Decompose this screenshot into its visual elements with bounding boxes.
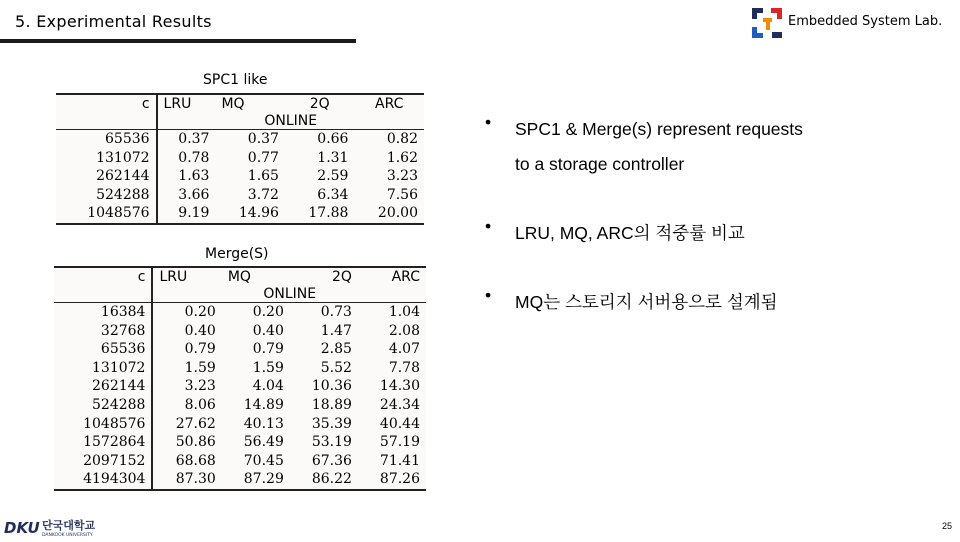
- table1-value-cell: 0.77: [247, 149, 279, 166]
- table1: [56, 93, 424, 225]
- table2-value-cell: 53.19: [311, 434, 352, 451]
- table1-value-cell: 0.37: [247, 131, 279, 147]
- table-row: [54, 340, 426, 359]
- table2-size-cell: 2097152: [54, 452, 152, 471]
- table1-value-cell: 7.56: [386, 186, 418, 203]
- table2-header-c: c: [54, 268, 152, 285]
- table2-value-cell: 1.04: [388, 304, 420, 320]
- dku-logo-icon: [2, 516, 114, 538]
- bullet-item-3: [485, 285, 778, 320]
- dankook-university-logo: [2, 516, 114, 538]
- table1-header-arc: ARC: [375, 95, 404, 112]
- table1-value-cell: 0.66: [317, 131, 349, 147]
- table2-size-cell: 16384: [54, 303, 152, 322]
- table2-value-cell: 0.20: [184, 304, 216, 320]
- table-row: [54, 396, 426, 415]
- table2-value-cell: 0.40: [252, 322, 284, 339]
- table2-subheader: ONLINE: [152, 285, 426, 303]
- table1-value-cell: 6.34: [317, 186, 349, 203]
- table1-header-mq: MQ: [221, 95, 245, 112]
- table2-value-cell: 0.20: [252, 304, 284, 320]
- table2-value-cell: 10.36: [311, 378, 352, 395]
- table1-value-cell: 20.00: [377, 205, 418, 222]
- table2-value-cell: 0.79: [252, 341, 284, 358]
- table1-header-lru: LRU: [163, 95, 192, 112]
- table2-value-cell: 86.22: [311, 471, 352, 488]
- table2-value-cell: 5.52: [320, 359, 352, 376]
- bullet-1-line-1: SPC1 & Merge(s) represent requests: [515, 119, 803, 139]
- table2-size-cell: 1048576: [54, 415, 152, 434]
- table2-value-cell: 71.41: [379, 452, 420, 469]
- table1-header-2q: 2Q: [309, 95, 330, 112]
- table1-value-cell: 3.66: [178, 186, 210, 203]
- table-row: [54, 322, 426, 341]
- bullet-dot: •: [485, 112, 492, 132]
- table2-size-cell: 262144: [54, 377, 152, 396]
- table2-size-cell: 131072: [54, 359, 152, 378]
- table-row: [54, 377, 426, 396]
- table1-subheader: ONLINE: [157, 112, 424, 130]
- table2: [54, 266, 426, 491]
- table2-size-cell: 4194304: [54, 470, 152, 489]
- table2-value-cell: 8.06: [184, 396, 216, 413]
- table2-size-cell: 524288: [54, 396, 152, 415]
- dku-mark: DKU: [4, 519, 40, 537]
- bullet-item-2: [485, 216, 745, 251]
- table-row: [56, 149, 424, 168]
- bullet-dot: •: [485, 285, 492, 305]
- table1-value-cell: 17.88: [308, 205, 349, 222]
- table1-value-cell: 3.23: [386, 168, 418, 185]
- table2-value-cell: 27.62: [175, 415, 216, 432]
- table2-value-cell: 1.59: [184, 359, 216, 376]
- table1-size-cell: 65536: [56, 130, 157, 149]
- bullet-1-line-2: to a storage controller: [515, 154, 685, 174]
- table1-size-cell: 262144: [56, 167, 157, 186]
- embedded-lab-logo-icon: [752, 8, 782, 38]
- bullet-3-text: MQ는 스토리지 서버용으로 설계됨: [515, 292, 778, 312]
- bullet-dot: •: [485, 216, 492, 236]
- table2-value-cell: 87.30: [175, 471, 216, 488]
- table1-value-cell: 1.31: [317, 149, 349, 166]
- table2-value-cell: 0.79: [184, 341, 216, 358]
- table1-size-cell: 131072: [56, 149, 157, 168]
- table1-header-c: c: [56, 95, 157, 112]
- table2-value-cell: 1.47: [320, 322, 352, 339]
- table-row: [54, 359, 426, 378]
- table2-value-cell: 7.78: [388, 359, 420, 376]
- table-row: [54, 433, 426, 452]
- table2-value-cell: 18.89: [311, 396, 352, 413]
- table2-value-cell: 67.36: [311, 452, 352, 469]
- slide-title: 5. Experimental Results: [15, 12, 212, 31]
- table2-header-mq: MQ: [227, 268, 251, 285]
- table2-value-cell: 1.59: [252, 359, 284, 376]
- table-row: [56, 186, 424, 205]
- table2-header-2q: 2Q: [331, 268, 352, 285]
- table2-value-cell: 68.68: [175, 452, 216, 469]
- table2-value-cell: 0.40: [184, 322, 216, 339]
- table2-value-cell: 87.26: [379, 471, 420, 488]
- table1-value-cell: 0.78: [178, 149, 210, 166]
- table2-value-cell: 2.85: [320, 341, 352, 358]
- table1-size-cell: 1048576: [56, 204, 157, 223]
- table1-size-cell: 524288: [56, 186, 157, 205]
- bullet-item-1: [485, 112, 803, 182]
- title-underline: [0, 39, 356, 43]
- table2-value-cell: 87.29: [243, 471, 284, 488]
- dku-english-name: DANKOOK UNIVERSITY: [42, 533, 93, 538]
- table-row: [54, 470, 426, 489]
- table-row: [54, 303, 426, 322]
- table2-size-cell: 32768: [54, 322, 152, 341]
- table2-value-cell: 4.04: [252, 378, 284, 395]
- table2-value-cell: 40.13: [243, 415, 284, 432]
- table2-value-cell: 14.89: [243, 396, 284, 413]
- table2-caption: Merge(S): [205, 246, 269, 262]
- table2-value-cell: 40.44: [379, 415, 420, 432]
- table2-value-cell: 0.73: [320, 304, 352, 320]
- table2-size-cell: 65536: [54, 340, 152, 359]
- table2-value-cell: 56.49: [243, 434, 284, 451]
- dku-korean-name: 단국대학교: [42, 519, 96, 532]
- table1-value-cell: 9.19: [178, 205, 210, 222]
- table2-value-cell: 57.19: [379, 434, 420, 451]
- table2-value-cell: 35.39: [311, 415, 352, 432]
- table2-value-cell: 24.34: [379, 396, 420, 413]
- table2-value-cell: 2.08: [388, 322, 420, 339]
- table1-value-cell: 2.59: [317, 168, 349, 185]
- table2-value-cell: 14.30: [379, 378, 420, 395]
- table1-value-cell: 1.65: [247, 168, 279, 185]
- table1-value-cell: 0.37: [178, 131, 210, 147]
- table-row: [56, 167, 424, 186]
- table1-value-cell: 3.72: [247, 186, 279, 203]
- table-row: [56, 130, 424, 149]
- table2-header-lru: LRU: [159, 268, 188, 285]
- table1-value-cell: 14.96: [238, 205, 279, 222]
- table-row: [54, 452, 426, 471]
- table1-value-cell: 0.82: [386, 131, 418, 147]
- table2-value-cell: 4.07: [388, 341, 420, 358]
- table1-value-cell: 1.62: [386, 149, 418, 166]
- table2-value-cell: 50.86: [175, 434, 216, 451]
- bullet-2-text: LRU, MQ, ARC의 적중률 비교: [515, 223, 745, 243]
- table1-value-cell: 1.63: [178, 168, 210, 185]
- page-number: 25: [941, 521, 952, 531]
- lab-name: Embedded System Lab.: [788, 14, 943, 29]
- table-row: [54, 415, 426, 434]
- table2-size-cell: 1572864: [54, 433, 152, 452]
- table-row: [56, 204, 424, 223]
- table2-value-cell: 70.45: [243, 452, 284, 469]
- table1-caption: SPC1 like: [203, 72, 268, 88]
- table2-header-arc: ARC: [391, 268, 420, 285]
- table2-value-cell: 3.23: [184, 378, 216, 395]
